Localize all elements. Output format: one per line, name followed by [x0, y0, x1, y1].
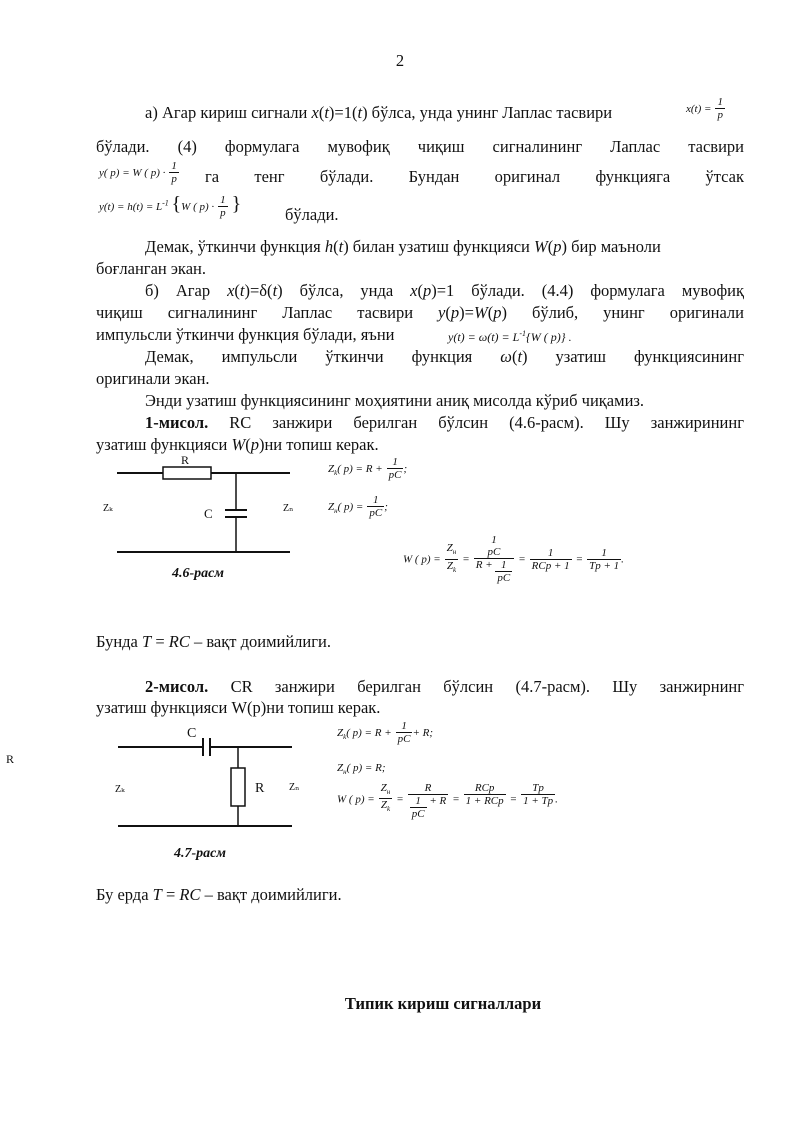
page-number: 2: [395, 51, 405, 70]
example1-note: Бунда T = RC – вақт доимийлиги.: [96, 632, 331, 651]
para-a-line1: а) Агар кириш сигнали x(t)=1(t) бўлса, унда унинг Лаплас тасвири: [145, 103, 613, 122]
figure-caption-4-7: 4.7-расм: [174, 846, 226, 861]
formula-zk-rc: $Z_k$( p) = R + $\frac{1}{pC}$ ;: [328, 456, 408, 481]
formula-omega-original: $y(t) = \omega(t) = L^{-1}\{W$ ( p)} .: [448, 329, 572, 344]
rc-zin-label: Zₖ: [103, 503, 113, 514]
example2-line1: 2-мисол. CR занжири берилган бўлсин (4.7-расм). Шу занжирнинг: [145, 677, 744, 696]
para-a-line2: бўлади. (4) формулага мувофиқ чиқиш сигналининг Лаплас тасвири: [96, 137, 744, 156]
cr-r-label: R: [255, 781, 265, 796]
formula-zk-cr: $Z_k$( p) = R + $\frac{1}{pC}$ + R;: [337, 720, 434, 745]
formula-x-laplace: x(t) = $\frac{1}{p}$: [686, 96, 723, 121]
cr-zin-label: Zₖ: [115, 784, 125, 795]
para-demak1-line1: Демак, ўткинчи функция h(t) билан узатиш функцияси W(p) бир маъноли: [145, 237, 661, 256]
formula-y-original: $y(t) = h(t) = L^{-1}$ {W ( p) · $\frac{1}{p}$ }: [99, 193, 242, 219]
example1-line2: узатиш функцияси W(p)ни топиш керак.: [96, 435, 379, 454]
rc-c-label: C: [204, 506, 213, 521]
resistor-symbol: [163, 467, 211, 479]
resistor-symbol: [231, 768, 245, 806]
formula-zn-cr: $Z_н$( p) = R;: [337, 762, 386, 777]
para-b-line1: б) Агар x(t)=δ(t) бўлса, унда x(p)=1 бўлади. (4.4) формулага мувофиқ: [145, 281, 744, 300]
rc-zout-label: Zₙ: [283, 503, 294, 514]
para-endi: Энди узатиш функциясининг моҳиятини аниқ мисолда кўриб чиқамиз.: [145, 391, 645, 410]
figure-caption-4-6: 4.6-расм: [172, 566, 224, 581]
para-demak2-line2: оригинали экан.: [96, 369, 210, 388]
rc-r-label: R: [181, 453, 190, 467]
margin-r-label: R: [6, 752, 15, 766]
example1-line1: 1-мисол. RC занжири берилган бўлсин (4.6-расм). Шу занжирининг: [145, 413, 744, 432]
formula-w-rc: W ( p) = $\frac{Z_н}{Z_k}$ = 1 pC R + $\frac{1}{pC}$ = $\frac{1}{\text{RCp + 1}}$ = $\frac{1}{Tp + 1}$ .: [403, 534, 624, 584]
para-demak2-line1: Демак, импульсли ўткинчи функция ω(t) узатиш функциясининг: [145, 347, 744, 366]
formula-zn-rc: $Z_н$( p) = $\frac{1}{pC}$ ;: [328, 494, 388, 519]
example2-note: Бу ерда T = RC – вақт доимийлиги.: [96, 885, 342, 904]
para-a-line4: бўлади.: [285, 205, 339, 224]
para-b-line3: импульсли ўткинчи функция бўлади, яъни: [96, 325, 395, 344]
example2-line2: узатиш функцияси W(p)ни топиш керак.: [96, 698, 381, 717]
cr-zout-label: Zₙ: [289, 782, 300, 793]
formula-y-laplace: y( p) = W ( p) · $\frac{1}{p}$: [99, 160, 177, 185]
para-b-line2: чиқиш сигналининг Лаплас тасвири y(p)=W(p) бўлиб, унинг оригинали: [96, 303, 744, 322]
formula-w-cr: W ( p) = $\frac{Z_н}{Z_k}$ = R $\frac{1}{pC}$ + R = $\frac{\text{RCp}}{\text{1 + RCp}}$ = $\frac{Tp}{1 + Tp}$ .: [337, 782, 558, 820]
para-demak1-line2: боғланган экан.: [96, 259, 206, 278]
cr-circuit-diagram: [110, 730, 300, 835]
cr-c-label: C: [187, 726, 197, 741]
para-a-line3: га тенг бўлади. Бундан оригинал функцияга ўтсак: [205, 167, 744, 186]
section-title: Типик кириш сигналлари: [344, 994, 542, 1013]
